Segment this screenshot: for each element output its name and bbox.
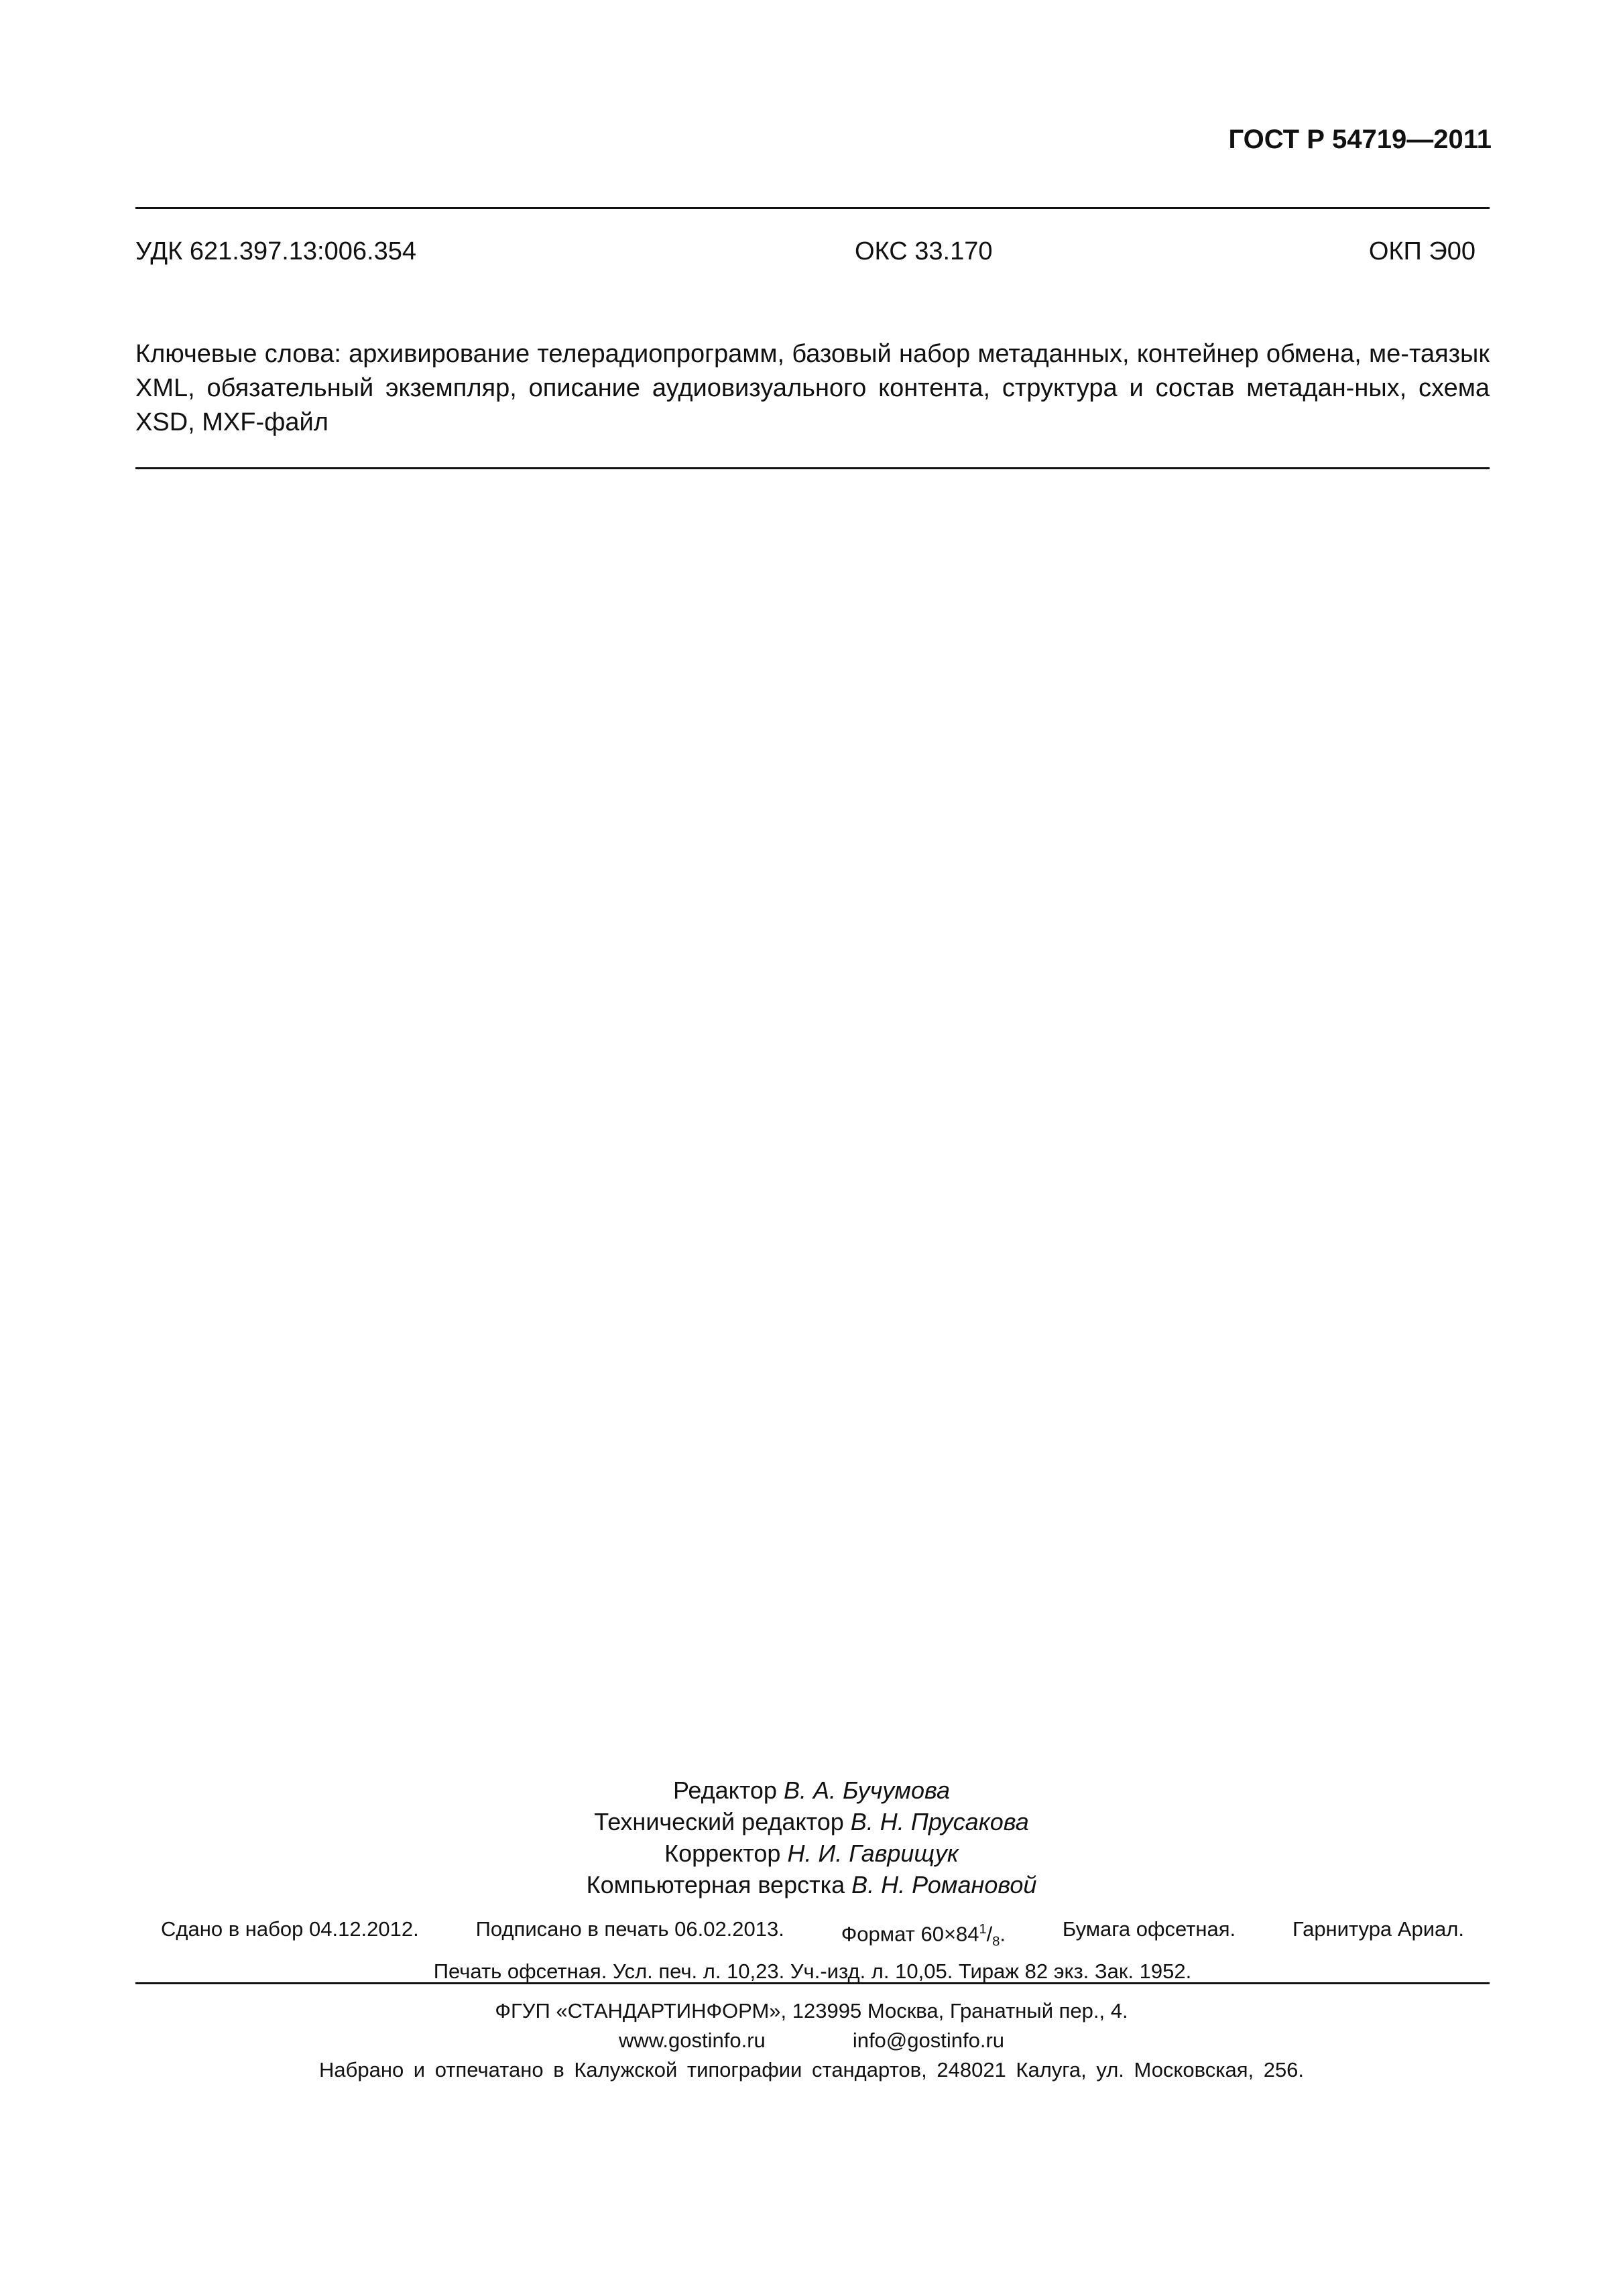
staff-role: Редактор <box>672 1776 777 1804</box>
document-code: ГОСТ Р 54719—2011 <box>1228 125 1492 154</box>
staff-name: В. Н. Романовой <box>851 1871 1037 1898</box>
print-info <box>161 1915 1464 1986</box>
staff-line-tech-editor <box>0 1806 1623 1837</box>
format-denominator: 8 <box>992 1934 1000 1949</box>
publisher-email-link[interactable]: info@gostinfo.ru <box>852 2029 1005 2052</box>
top-divider <box>135 207 1490 209</box>
publisher-website-link[interactable]: www.gostinfo.ru <box>618 2029 766 2052</box>
staff-role: Корректор <box>664 1839 781 1867</box>
print-format: Формат $60\times 84^1/_8$. <box>841 1922 1006 1949</box>
format-prefix: Формат 60×84 <box>841 1922 979 1946</box>
print-info-line-1 <box>161 1915 1464 1957</box>
udk-code: УДК 621.397.13:006.354 <box>135 237 416 265</box>
format-numerator: 1 <box>979 1922 987 1937</box>
signed-for-print: Подписано в печать 06.02.2013. <box>475 1917 784 1941</box>
sent-to-typesetting: Сдано в набор 04.12.2012. <box>161 1917 419 1941</box>
staff-credits <box>0 1774 1623 1900</box>
staff-name: В. А. Бучумова <box>783 1776 950 1804</box>
paper-type: Бумага офсетная. <box>1062 1917 1236 1941</box>
staff-name: В. Н. Прусакова <box>850 1808 1029 1835</box>
oks-code: ОКС 33.170 <box>855 237 993 265</box>
typeface: Гарнитура Ариал. <box>1293 1917 1464 1941</box>
publisher-divider <box>135 1982 1490 1984</box>
publisher-contacts <box>0 2026 1623 2055</box>
staff-line-layout <box>0 1869 1623 1900</box>
publisher-address: ФГУП «СТАНДАРТИНФОРМ», 123995 Москва, Гранатный пер., 4. <box>495 1999 1128 2022</box>
staff-role: Компьютерная верстка <box>586 1871 845 1898</box>
staff-role: Технический редактор <box>594 1808 844 1835</box>
staff-line-editor <box>0 1774 1623 1806</box>
keywords-divider <box>135 467 1490 469</box>
staff-line-proofreader <box>0 1837 1623 1869</box>
format-suffix: . <box>1000 1922 1006 1946</box>
publisher-info <box>0 1996 1623 2085</box>
print-info-line-2: Печать офсетная. Усл. печ. л. 10,23. Уч.-изд. л. 10,05. Тираж 82 экз. Зак. 1952. <box>433 1959 1192 1983</box>
staff-name: Н. И. Гаврищук <box>787 1839 959 1867</box>
keywords-paragraph: Ключевые слова: архивирование телерадиопрограмм, базовый набор метаданных, контейнер обмена, ме-таязык XML, обязательный экземпляр, описание аудиовизуального контента, структура и состав метадан-ных, схема XSD, MXF-файл <box>135 340 1490 436</box>
printer-info: Набрано и отпечатано в Калужской типографии стандартов, 248021 Калуга, ул. Московская, 256. <box>318 2058 1305 2081</box>
okp-code: ОКП Э00 <box>1368 237 1476 265</box>
